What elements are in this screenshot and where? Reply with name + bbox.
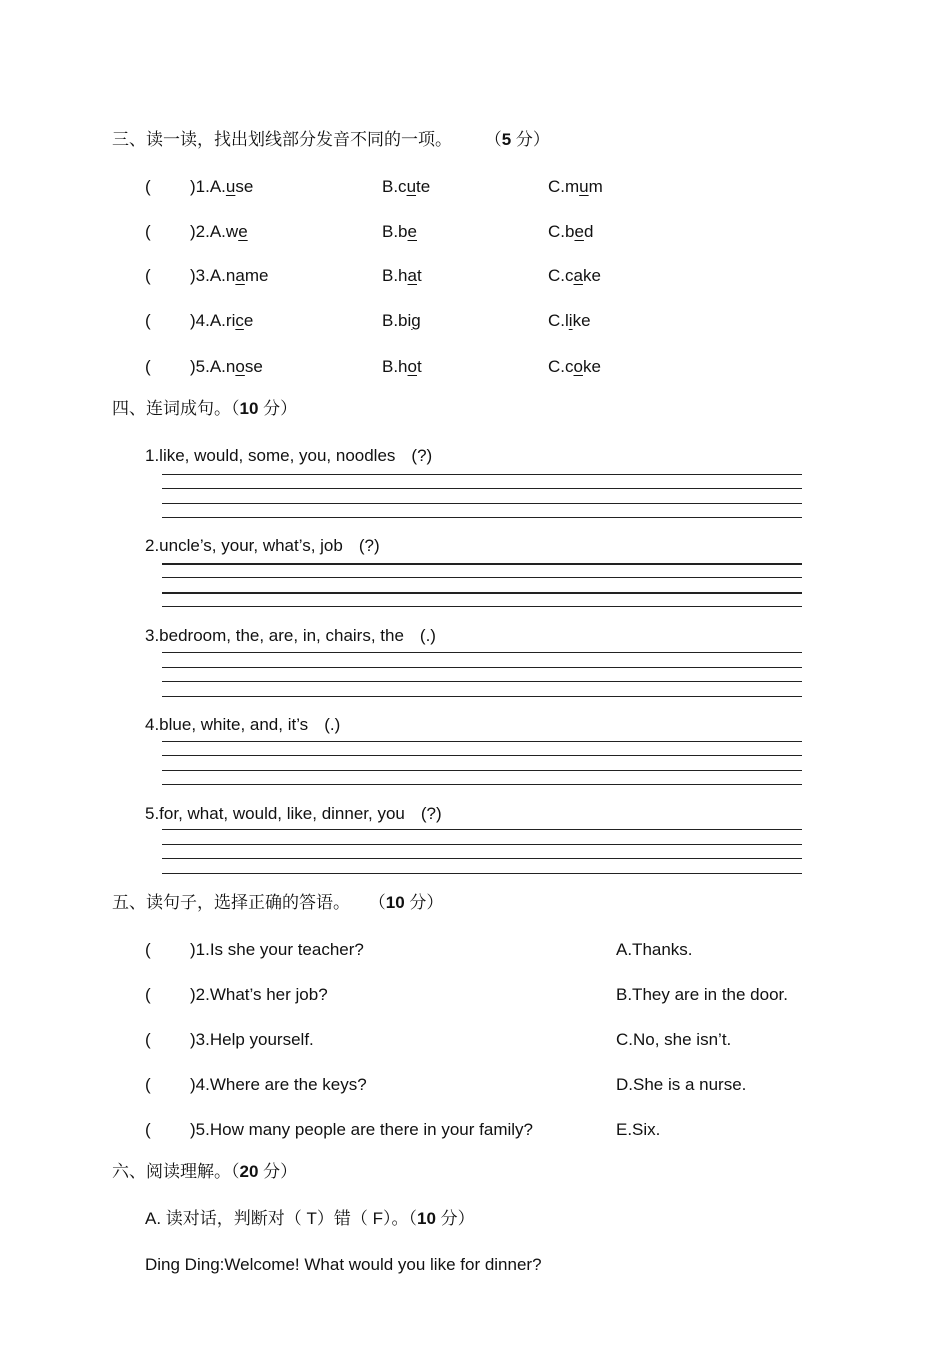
option-text: se <box>244 357 263 376</box>
section3-score-close: 分） <box>511 130 550 149</box>
section3-title: 三、读一读，找出划线部分发音不同的一项。 <box>112 130 452 149</box>
underlined-letter: u <box>579 177 589 196</box>
answer-blank[interactable]: ( <box>145 940 151 959</box>
answer-blank[interactable]: ( <box>145 985 151 1004</box>
word-list: 3.bedroom, the, are, in, chairs, the <box>145 626 404 645</box>
answer-line[interactable] <box>162 741 802 742</box>
option-text: B.h <box>382 266 408 285</box>
answer-blank[interactable]: ( <box>145 177 151 196</box>
option-text: e <box>243 311 254 330</box>
punctuation-hint: (?) <box>358 536 380 555</box>
option-b <box>382 267 422 284</box>
underlined-letter: c <box>235 311 244 330</box>
section5-score-open: （ <box>368 893 386 912</box>
question-text: )4.Where are the keys? <box>190 1075 367 1094</box>
section5-score-num: 10 <box>385 893 405 912</box>
underlined-letter: a <box>407 266 417 285</box>
option-text: d <box>583 222 594 241</box>
underlined-letter: a <box>573 266 583 285</box>
answer-line[interactable] <box>162 784 802 785</box>
underlined-letter: e <box>574 222 584 241</box>
answer-line[interactable] <box>162 681 802 682</box>
section5-score-close: 分） <box>404 893 444 912</box>
underlined-letter: e <box>407 222 417 241</box>
section4-score-close: 分） <box>258 399 298 418</box>
option-a <box>226 312 253 329</box>
section4-title: 四、连词成句。（ <box>112 399 240 418</box>
section6-score-close: 分） <box>258 1162 298 1181</box>
answer-line[interactable] <box>162 696 802 697</box>
option-c <box>548 358 601 375</box>
option-b <box>382 178 430 195</box>
word-list: 5.for, what, would, like, dinner, you <box>145 804 405 823</box>
underlined-letter: u <box>225 177 236 196</box>
option-text: B.bi <box>382 311 412 330</box>
answer-line[interactable] <box>162 844 802 845</box>
option-text: w <box>225 222 239 241</box>
option-c <box>548 223 593 240</box>
answer-line[interactable] <box>162 667 802 668</box>
answer-option: C.No, she isn’t. <box>616 1030 732 1049</box>
answer-blank[interactable]: ( <box>145 1030 151 1049</box>
item-number: )4.A. <box>190 311 226 330</box>
punctuation-hint: (.) <box>419 626 436 645</box>
answer-line[interactable] <box>162 829 802 830</box>
underlined-letter: a <box>235 266 245 285</box>
answer-line[interactable] <box>162 488 802 489</box>
answer-line[interactable] <box>162 474 802 475</box>
option-text: ke <box>572 311 591 330</box>
item-number: )2.A. <box>190 222 226 241</box>
answer-blank[interactable]: ( <box>145 266 151 285</box>
sentence-prompt <box>145 805 442 822</box>
word-list: 1.like, would, some, you, noodles <box>145 446 396 465</box>
underlined-letter: e <box>238 222 248 241</box>
answer-line[interactable] <box>162 592 802 594</box>
punctuation-hint: (.) <box>324 715 341 734</box>
option-text: B.h <box>382 357 408 376</box>
section6-heading <box>112 1163 297 1180</box>
option-text: B.b <box>382 222 408 241</box>
option-text: ke <box>582 266 601 285</box>
option-text: ri <box>225 311 236 330</box>
sentence-prompt <box>145 447 432 464</box>
option-text: t <box>417 357 422 376</box>
option-text: n <box>225 266 236 285</box>
answer-blank[interactable]: ( <box>145 357 151 376</box>
part-a-score-close: 分） <box>435 1209 475 1228</box>
section6-part-a <box>145 1210 475 1227</box>
option-text: me <box>244 266 269 285</box>
punctuation-hint: (?) <box>420 804 442 823</box>
answer-line[interactable] <box>162 577 802 578</box>
answer-option: A.Thanks. <box>616 940 693 959</box>
option-b <box>382 223 417 240</box>
underlined-letter: o <box>407 357 417 376</box>
option-b <box>382 358 422 375</box>
answer-blank[interactable]: ( <box>145 1120 151 1139</box>
question-text: )2.What’s her job? <box>190 985 328 1004</box>
answer-line[interactable] <box>162 755 802 756</box>
item-number: )5.A. <box>190 357 226 376</box>
underlined-letter: g <box>411 311 421 330</box>
option-c <box>548 267 601 284</box>
question-text: )3.Help yourself. <box>190 1030 314 1049</box>
option-text: B.c <box>382 177 407 196</box>
option-b <box>382 312 421 329</box>
underlined-letter: u <box>406 177 417 196</box>
option-text: ke <box>582 357 601 376</box>
option-a <box>226 223 248 240</box>
underlined-letter: o <box>573 357 583 376</box>
option-text: se <box>235 177 254 196</box>
option-text: C.m <box>548 177 580 196</box>
section5-heading <box>112 894 443 911</box>
dialog-line: Ding Ding:Welcome! What would you like for dinner? <box>145 1255 542 1274</box>
answer-option: E.Six. <box>616 1120 661 1139</box>
section4-score-num: 10 <box>239 399 259 418</box>
answer-line[interactable] <box>162 563 802 565</box>
answer-line[interactable] <box>162 652 802 653</box>
answer-line[interactable] <box>162 606 802 607</box>
answer-blank[interactable]: ( <box>145 1075 151 1094</box>
option-a <box>226 267 269 284</box>
section5-title: 五、读句子，选择正确的答语。 <box>112 893 350 912</box>
option-text: te <box>416 177 431 196</box>
underlined-letter: o <box>235 357 245 376</box>
answer-line[interactable] <box>162 503 802 504</box>
underlined-letter: i <box>568 311 573 330</box>
item-number: )3.A. <box>190 266 226 285</box>
answer-option: D.She is a nurse. <box>616 1075 747 1094</box>
answer-line[interactable] <box>162 770 802 771</box>
answer-option: B.They are in the door. <box>616 985 788 1004</box>
part-a-score-num: 10 <box>417 1209 436 1228</box>
word-list: 2.uncle’s, your, what’s, job <box>145 536 343 555</box>
word-list: 4.blue, white, and, it’s <box>145 715 309 734</box>
section3-score-num: 5 <box>501 130 512 149</box>
option-text: C.c <box>548 266 574 285</box>
sentence-prompt <box>145 627 436 644</box>
question-text: )1.Is she your teacher? <box>190 940 364 959</box>
option-a <box>226 178 253 195</box>
section3-score-open: （ <box>484 130 502 149</box>
section4-heading <box>112 400 297 417</box>
option-text: C.c <box>548 357 574 376</box>
option-text: C.b <box>548 222 575 241</box>
option-text: n <box>225 357 236 376</box>
answer-line[interactable] <box>162 517 802 518</box>
option-a <box>226 358 263 375</box>
section6-title: 六、阅读理解。（ <box>112 1162 240 1181</box>
sentence-prompt <box>145 716 340 733</box>
option-c <box>548 178 603 195</box>
section3-heading <box>112 131 550 148</box>
answer-line[interactable] <box>162 873 802 874</box>
punctuation-hint: (?) <box>411 446 433 465</box>
option-text: m <box>588 177 603 196</box>
part-a-label: A. 读对话，判断对（ T）错（ F）。（ <box>145 1209 417 1228</box>
question-text: )5.How many people are there in your family? <box>190 1120 533 1139</box>
option-text: t <box>417 266 422 285</box>
option-c <box>548 312 591 329</box>
answer-blank[interactable]: ( <box>145 222 151 241</box>
section6-score-num: 20 <box>239 1162 259 1181</box>
answer-line[interactable] <box>162 858 802 859</box>
item-number: )1.A. <box>190 177 226 196</box>
answer-blank[interactable]: ( <box>145 311 151 330</box>
sentence-prompt <box>145 537 380 554</box>
option-text: C.l <box>548 311 569 330</box>
